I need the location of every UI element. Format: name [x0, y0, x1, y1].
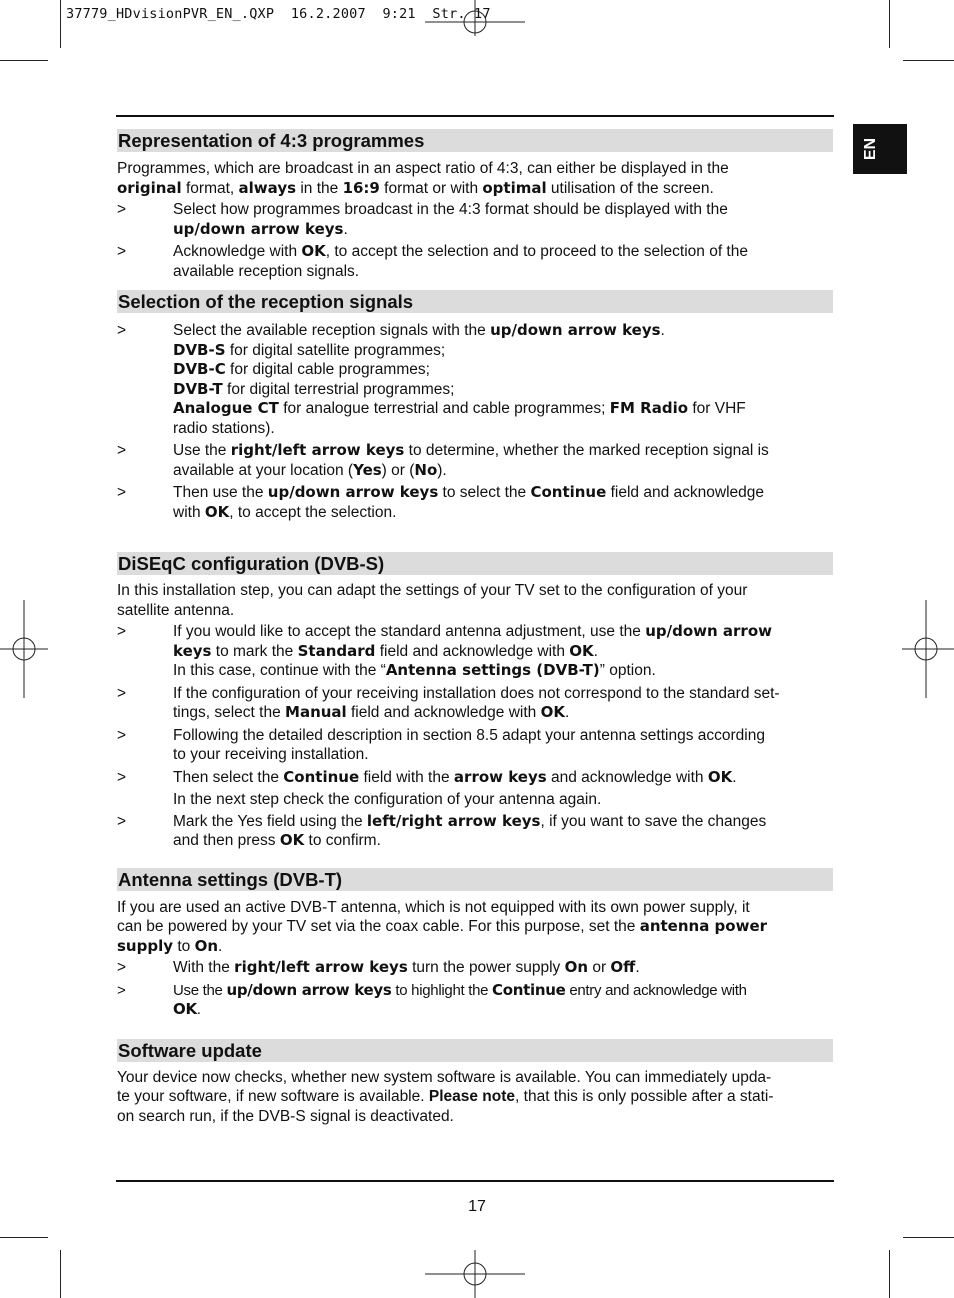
list-item: > Then select the Continue field with the arrow keys and acknowledge with OK. [117, 767, 737, 786]
registration-mark-right [902, 600, 954, 698]
section-heading: Antenna settings (DVB-T) [117, 868, 833, 891]
section-heading: DiSEqC configuration (DVB-S) [117, 552, 833, 575]
list-item: > Use the up/down arrow keys to highlight the Continue entry and acknowledge with OK. [117, 980, 747, 1018]
bullet-marker: > [117, 959, 127, 976]
paragraph: Programmes, which are broadcast in an aspect ratio of 4:3, can either be displayed in the original format, always in the 16:9 format or with optimal utilisation of the screen. [117, 160, 729, 197]
section-heading: Selection of the reception signals [117, 290, 833, 313]
bullet-marker: > [117, 981, 126, 999]
crop-mark [60, 0, 61, 48]
list-item: > Acknowledge with OK, to accept the selection and to proceed to the selection of the available reception signals. [117, 242, 748, 280]
language-tab [853, 124, 907, 174]
print-slug: 37779_HDvisionPVR_EN_.QXP 16.2.2007 9:21 Str. 17 [66, 6, 491, 22]
list-item: > Select the available reception signals with the up/down arrow keys. DVB-S for digital satellite programmes; DVB-C for digital cable programmes; DVB-T for digital terrestrial programmes; Analogue CT for analogue terrestrial and cable programmes; FM Radio for VHF radio stations). [117, 321, 746, 437]
list-item: > Mark the Yes field using the left/right arrow keys, if you want to save the changes and then press OK to confirm. [117, 811, 767, 849]
list-item: > Select how programmes broadcast in the 4:3 format should be displayed with the up/down arrow keys. [117, 201, 728, 238]
bullet-marker: > [117, 201, 127, 218]
bottom-rule [116, 1180, 834, 1182]
section-heading: Representation of 4:3 programmes [117, 129, 833, 152]
registration-mark-top [425, 0, 525, 36]
list-item: > With the right/left arrow keys turn the power supply On or Off. [117, 958, 640, 976]
bullet-marker: > [117, 623, 127, 640]
list-item: > If the configuration of your receiving installation does not correspond to the standard set- tings, select the Manual field and acknowledge with OK. [117, 684, 780, 721]
registration-mark-left [0, 600, 48, 698]
crop-mark [903, 60, 954, 61]
list-item: > Following the detailed description in section 8.5 adapt your antenna settings according to your receiving installation. [117, 726, 765, 763]
list-item: > Use the right/left arrow keys to determine, whether the marked reception signal is available at your location (Yes) or (No). [117, 441, 769, 479]
list-item: > If you would like to accept the standard antenna adjustment, use the up/down arrow keys to mark the Standard field and acknowledge with OK. In this case, continue with the “Antenna settings (DVB-T)” option. [117, 622, 772, 679]
crop-mark [60, 1250, 61, 1298]
paragraph: Your device now checks, whether new system software is available. You can immediately upda- te your software, if new software is available. Please note, that this is only possible after a stati- on search run, if the DVB-S signal is deactivated. [117, 1068, 774, 1125]
list-item: > Then use the up/down arrow keys to select the Continue field and acknowledge with OK, to accept the selection. [117, 483, 764, 521]
bullet-marker: > [117, 684, 127, 702]
paragraph: In this installation step, you can adapt the settings of your TV set to the configuration of your satellite antenna. [117, 582, 748, 619]
paragraph: If you are used an active DVB-T antenna, which is not equipped with its own power supply, it can be powered by your TV set via the coax cable. For this purpose, set the antenna power supply to On. [117, 898, 768, 955]
crop-mark [903, 1237, 954, 1238]
crop-mark [889, 1250, 890, 1298]
crop-mark [0, 60, 48, 61]
registration-mark-bottom [425, 1250, 525, 1298]
bullet-marker: > [117, 812, 127, 830]
crop-mark [889, 0, 890, 48]
bullet-marker: > [117, 484, 127, 501]
bullet-marker: > [117, 442, 127, 459]
bullet-marker: > [117, 243, 127, 260]
language-tab-label: EN [861, 137, 879, 161]
page-number: 17 [468, 1198, 486, 1215]
page-content [117, 129, 833, 1126]
bullet-marker: > [117, 726, 127, 744]
note-line: In the next step check the configuration of your antenna again. [173, 791, 602, 808]
crop-mark [0, 1237, 48, 1238]
bullet-marker: > [117, 768, 127, 786]
bullet-marker: > [117, 322, 127, 339]
top-rule [116, 115, 834, 117]
section-heading: Software update [117, 1039, 833, 1062]
